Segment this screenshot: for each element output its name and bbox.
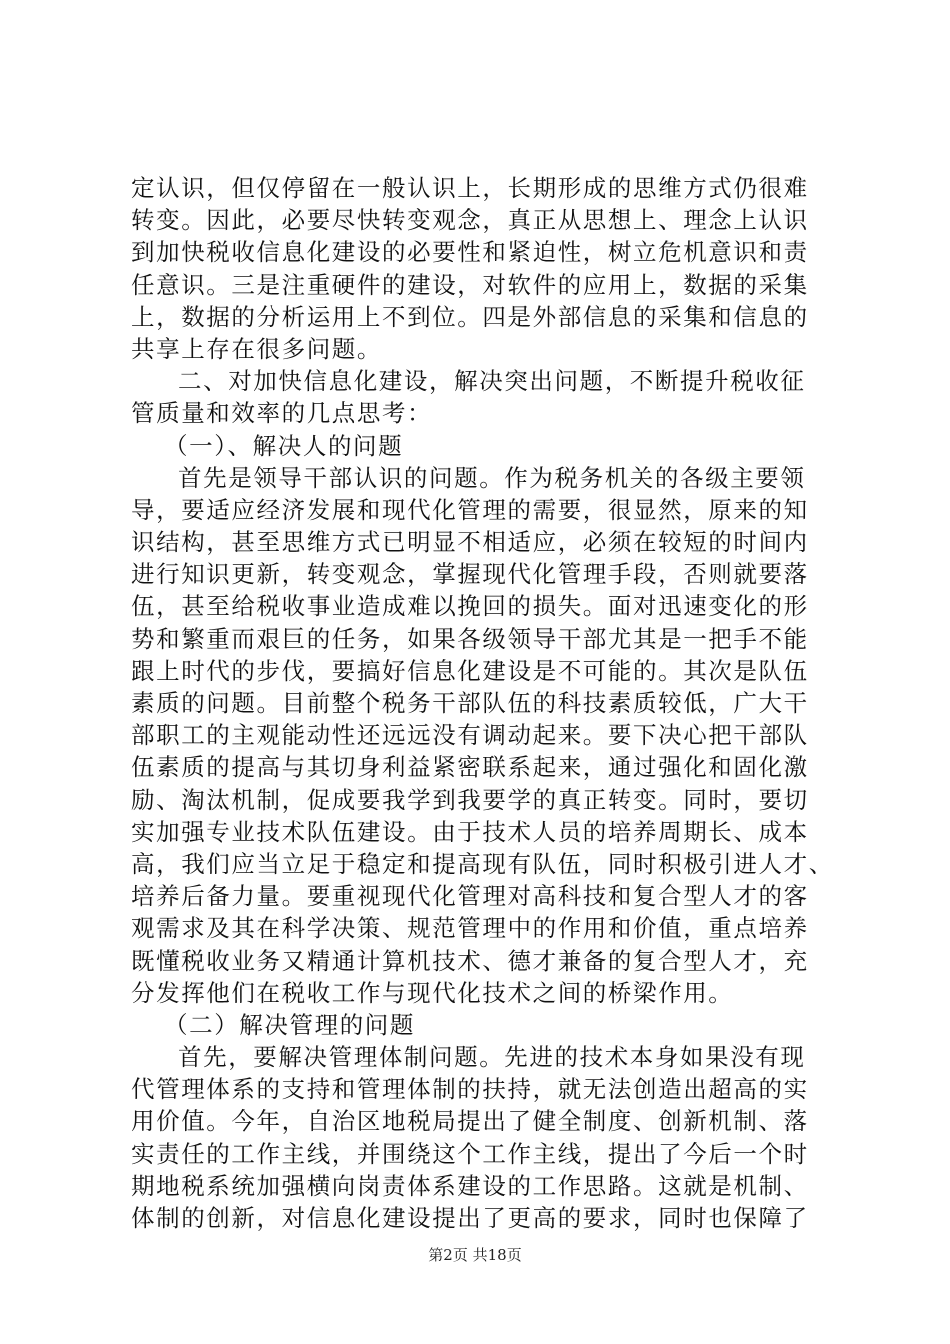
text-line: 任意识。三是注重硬件的建设，对软件的应用上，数据的采集 xyxy=(131,270,809,299)
text-line: 到加快税收信息化建设的必要性和紧迫性，树立危机意识和责 xyxy=(131,238,809,267)
text-line: 励、淘汰机制，促成要我学到我要学的真正转变。同时，要切 xyxy=(131,785,809,814)
text-line: 上，数据的分析运用上不到位。四是外部信息的采集和信息的 xyxy=(131,302,809,331)
text-line: 既懂税收业务又精通计算机技术、德才兼备的复合型人才，充 xyxy=(131,946,809,975)
text-line: 期地税系统加强横向岗责体系建设的工作思路。这就是机制、 xyxy=(131,1171,809,1200)
text-line: 素质的问题。目前整个税务干部队伍的科技素质较低，广大干 xyxy=(131,689,809,717)
text-line: 进行知识更新，转变观念，掌握现代化管理手段，否则就要落 xyxy=(131,560,809,589)
text-line: 观需求及其在科学决策、规范管理中的作用和价值，重点培养 xyxy=(131,914,809,943)
text-line: 共享上存在很多问题。 xyxy=(131,334,382,363)
text-line: 代管理体系的支持和管理体制的扶持，就无法创造出超高的实 xyxy=(131,1075,809,1104)
document-body xyxy=(131,172,834,1234)
text-line: 识结构，甚至思维方式已明显不相适应，必须在较短的时间内 xyxy=(131,528,809,557)
text-line: 伍，甚至给税收事业造成难以挽回的损失。面对迅速变化的形 xyxy=(131,592,809,621)
text-line: 分发挥他们在税收工作与现代化技术之间的桥梁作用。 xyxy=(131,978,734,1007)
text-line: 体制的创新，对信息化建设提出了更高的要求，同时也保障了 xyxy=(131,1204,809,1232)
paragraph-start: 首先，要解决管理体制问题。先进的技术本身如果没有现 xyxy=(178,1043,806,1072)
text-line: 导，要适应经济发展和现代化管理的需要，很显然，原来的知 xyxy=(131,495,809,524)
paragraph-start: 首先是领导干部认识的问题。作为税务机关的各级主要领 xyxy=(178,463,806,492)
text-line: 实加强专业技术队伍建设。由于技术人员的培养周期长、成本 xyxy=(131,817,809,846)
text-line: 用价值。今年，自治区地税局提出了健全制度、创新机制、落 xyxy=(131,1107,809,1136)
subsection-heading-1: （一）、解决人的问题 xyxy=(164,431,404,460)
text-line: 势和繁重而艰巨的任务，如果各级领导干部尤其是一把手不能 xyxy=(131,624,809,653)
text-line: 管质量和效率的几点思考： xyxy=(131,399,433,428)
text-line: 伍素质的提高与其切身利益紧密联系起来，通过强化和固化激 xyxy=(131,753,809,782)
text-line: 部职工的主观能动性还远远没有调动起来。要下决心把干部队 xyxy=(131,721,809,750)
text-line: 实责任的工作主线，并围绕这个工作主线，提出了今后一个时 xyxy=(131,1139,809,1168)
text-line: 定认识，但仅停留在一般认识上，长期形成的思维方式仍很难 xyxy=(131,174,809,202)
text-line: 跟上时代的步伐，要搞好信息化建设是不可能的。其次是队伍 xyxy=(131,656,809,685)
subsection-heading-2: （二）解决管理的问题 xyxy=(164,1010,415,1039)
text-line: 高，我们应当立足于稳定和提高现有队伍，同时积极引进人才、 xyxy=(131,849,834,878)
page-number-footer: 第2页 共18页 xyxy=(428,1246,522,1264)
text-line: 转变。因此，必要尽快转变观念，真正从思想上、理念上认识 xyxy=(131,206,809,235)
text-line: 培养后备力量。要重视现代化管理对高科技和复合型人才的客 xyxy=(131,882,809,911)
section-heading-2: 二、对加快信息化建设，解决突出问题，不断提升税收征 xyxy=(178,367,806,396)
